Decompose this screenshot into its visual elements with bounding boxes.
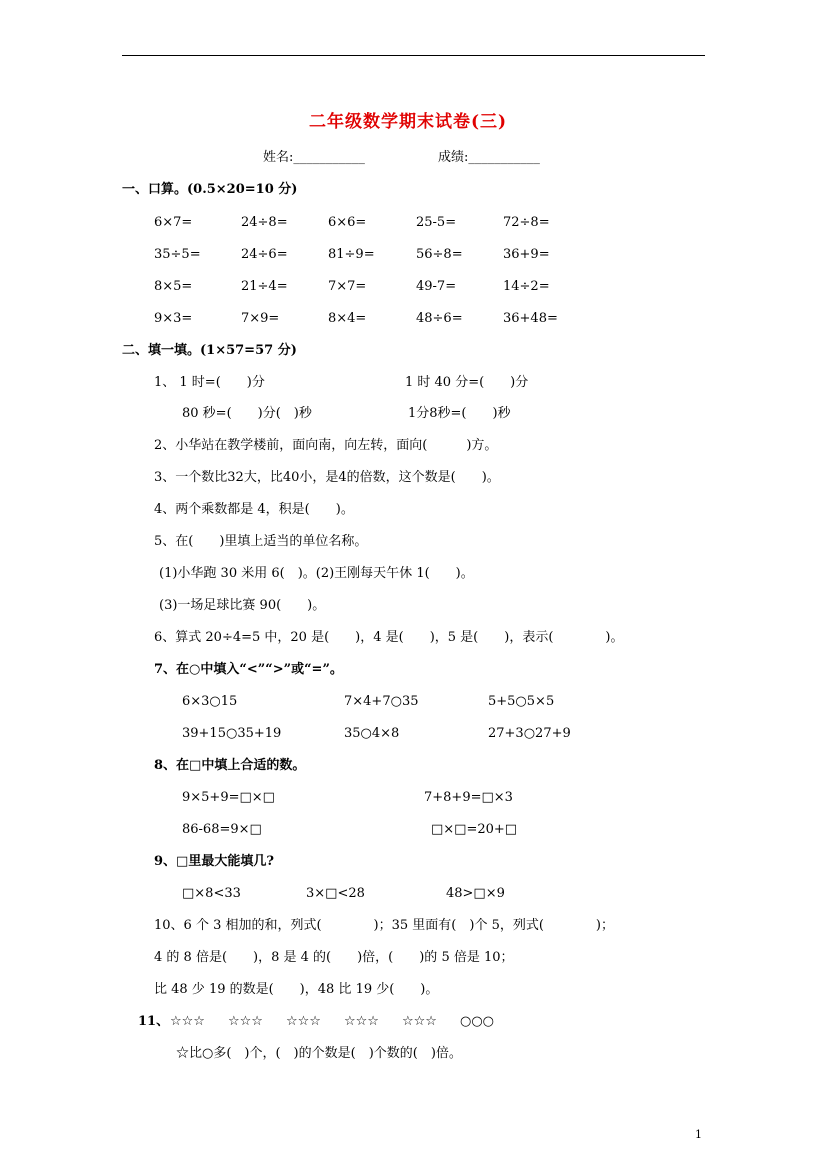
question-6: 6、算式 20÷4=5 中，20 是( )，4 是( )，5 是( )，表示( )。 (154, 630, 624, 645)
question-5-part1: (1)小华跑 30 米用 6( )。(2)王刚每天午休 1( )。 (159, 566, 474, 581)
question-1d: 1分8秒=( )秒 (408, 406, 511, 421)
compare-item: 6×3○15 (182, 694, 238, 709)
math-item: 21÷4= (241, 279, 288, 294)
question-7-heading: 7、在○中填入“<”“>”或“=”。 (154, 662, 343, 677)
star-group: ☆☆☆ (402, 1014, 437, 1029)
math-item: 25-5= (416, 215, 457, 230)
math-item: 36+48= (503, 311, 558, 326)
header-rule (122, 55, 705, 56)
math-item: 24÷8= (241, 215, 288, 230)
math-item: 9×3= (154, 311, 193, 326)
math-item: 8×4= (328, 311, 367, 326)
compare-item: 35○4×8 (344, 726, 400, 741)
math-item: 6×7= (154, 215, 193, 230)
question-5-part3: (3)一场足球比赛 90( )。 (159, 598, 326, 613)
name-field-label: 姓名:___________ (263, 150, 365, 165)
compare-item: 27+3○27+9 (488, 726, 571, 741)
math-item: 7×7= (328, 279, 367, 294)
star-group: ☆☆☆ (228, 1014, 263, 1029)
max-digit-item: 3×□<28 (306, 886, 365, 901)
math-item: 8×5= (154, 279, 193, 294)
question-1c: 80 秒=( )分( )秒 (182, 406, 312, 421)
fill-box-item: 86-68=9×□ (182, 822, 262, 837)
page-number: 1 (695, 1128, 702, 1141)
section1-heading: 一、口算。(0.5×20=10 分) (122, 182, 298, 197)
question-2: 2、小华站在教学楼前，面向南，向左转，面向( )方。 (154, 438, 498, 453)
math-item: 56÷8= (416, 247, 463, 262)
question-5: 5、在( )里填上适当的单位名称。 (154, 534, 368, 549)
question-1a: 1、 1 时=( )分 (154, 375, 265, 390)
math-item: 24÷6= (241, 247, 288, 262)
section2-heading: 二、填一填。(1×57=57 分) (122, 343, 297, 358)
question-11-text: ☆比○多( )个，( )的个数是( )个数的( )倍。 (176, 1046, 462, 1061)
question-8-heading: 8、在□中填上合适的数。 (154, 758, 306, 773)
question-10b: 4 的 8 倍是( )，8 是 4 的( )倍，( )的 5 倍是 10； (154, 950, 514, 965)
max-digit-item: 48>□×9 (446, 886, 505, 901)
score-field-label: 成绩:___________ (438, 150, 540, 165)
math-item: 14÷2= (503, 279, 550, 294)
fill-box-item: 9×5+9=□×□ (182, 790, 275, 805)
math-item: 7×9= (241, 311, 280, 326)
math-item: 48÷6= (416, 311, 463, 326)
math-item: 6×6= (328, 215, 367, 230)
math-item: 49-7= (416, 279, 457, 294)
question-1b: 1 时 40 分=( )分 (405, 375, 529, 390)
compare-item: 7×4+7○35 (344, 694, 419, 709)
compare-item: 5+5○5×5 (488, 694, 555, 709)
circle-group: ○○○ (460, 1014, 495, 1029)
question-3: 3、一个数比32大，比40小，是4的倍数，这个数是( )。 (154, 470, 500, 485)
max-digit-item: □×8<33 (182, 886, 241, 901)
fill-box-item: 7+8+9=□×3 (424, 790, 513, 805)
question-11-label: 11、 (138, 1014, 170, 1029)
star-group: ☆☆☆ (286, 1014, 321, 1029)
math-item: 72÷8= (503, 215, 550, 230)
page-title: 二年级数学期末试卷(三) (309, 112, 508, 132)
question-9-heading: 9、□里最大能填几? (154, 854, 274, 869)
question-10c: 比 48 少 19 的数是( )，48 比 19 少( )。 (154, 982, 439, 997)
star-group: ☆☆☆ (170, 1014, 205, 1029)
math-item: 35÷5= (154, 247, 201, 262)
math-item: 36+9= (503, 247, 550, 262)
question-10a: 10、6 个 3 相加的和，列式( )；35 里面有( )个 5，列式( )； (154, 918, 614, 933)
fill-box-item: □×□=20+□ (431, 822, 518, 837)
star-group: ☆☆☆ (344, 1014, 379, 1029)
question-4: 4、两个乘数都是 4，积是( )。 (154, 502, 354, 517)
math-item: 81÷9= (328, 247, 375, 262)
compare-item: 39+15○35+19 (182, 726, 282, 741)
